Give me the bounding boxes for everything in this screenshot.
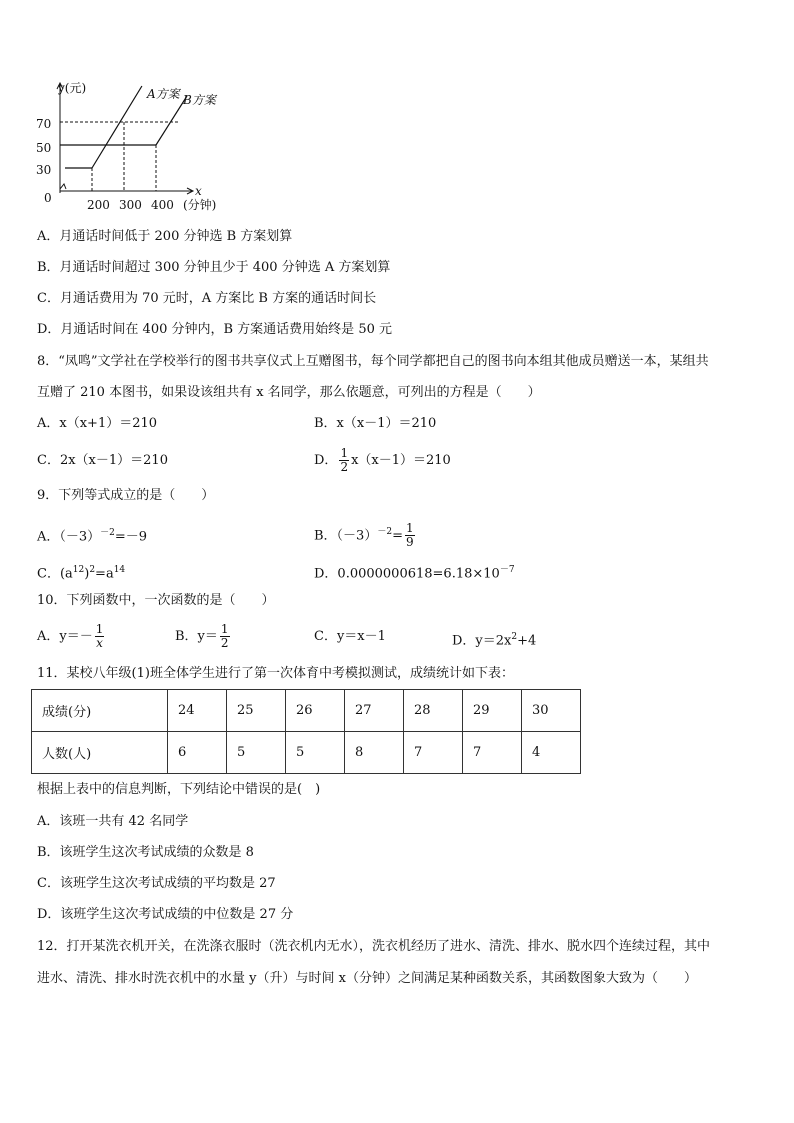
q11-score-table: [31, 689, 581, 774]
series-a-rising: [92, 86, 142, 168]
exponent: 14: [113, 565, 126, 575]
axis-break-mark: [60, 184, 66, 189]
q12-stem-line2: 进水、清洗、排水时洗衣机中的水量 y（升）与时间 x（分钟）之间满足某种函数关系，其函数图象大致为（ ）: [37, 971, 697, 986]
q9-option-d[interactable]: [314, 561, 515, 583]
q7-option-d[interactable]: D．月通话时间在 400 分钟内，B 方案通话费用始终是 50 元: [37, 322, 392, 337]
origin-label: 0: [44, 191, 52, 205]
fraction-numerator: 1: [340, 446, 349, 460]
exponent: －2: [100, 528, 115, 538]
table-cell: 24: [168, 690, 227, 732]
x-axis-unit: (分钟): [183, 198, 217, 212]
table-cell: 5: [286, 732, 345, 774]
table-cell: 6: [168, 732, 227, 774]
table-cell: 27: [345, 690, 404, 732]
chart-guide-lines: [60, 122, 180, 191]
option-text: +4: [517, 633, 537, 649]
q8-option-d-suffix: x（x－1）＝210: [351, 453, 451, 468]
x-tick-label-200: 200: [87, 198, 110, 212]
q10-stem: 10．下列函数中，一次函数的是（ ）: [37, 593, 275, 608]
table-cell: 29: [463, 690, 522, 732]
fraction-denominator: 9: [405, 535, 414, 550]
q10-option-a[interactable]: [37, 619, 106, 655]
y-axis-label: y(元): [58, 81, 87, 95]
table-cell: 7: [404, 732, 463, 774]
fraction-numerator: 1: [220, 622, 229, 636]
table-header-score: 成绩(分): [32, 690, 168, 732]
q9-option-c[interactable]: [37, 561, 125, 583]
fraction-numerator: 1: [95, 622, 104, 636]
option-text: =a: [95, 566, 114, 582]
table-cell: 26: [286, 690, 345, 732]
q11-option-d[interactable]: D．该班学生这次考试成绩的中位数是 27 分: [37, 907, 294, 922]
q8-option-c[interactable]: C．2x（x－1）＝210: [37, 453, 168, 468]
option-text: D．y＝2x: [452, 633, 512, 649]
x-tick-label-400: 400: [151, 198, 174, 212]
q8-option-d-prefix: D．: [314, 453, 338, 468]
q8-stem-line1: 8．“凤鸣”文学社在学校举行的图书共享仪式上互赠图书，每个同学都把自己的图书向本组其他成员赠送一本，某组共: [37, 354, 709, 369]
option-text: D．0.0000000618=6.18×10: [314, 566, 500, 582]
table-row: [32, 732, 581, 774]
option-text: C．(a: [37, 566, 73, 582]
table-cell: 8: [345, 732, 404, 774]
table-cell: 30: [522, 690, 581, 732]
q10-option-c[interactable]: C．y＝x－1: [314, 629, 386, 644]
option-text: B．（－3）: [314, 528, 378, 544]
q8-option-d-fraction: [339, 447, 349, 474]
option-text: =－9: [114, 529, 148, 545]
table-cell: 28: [404, 690, 463, 732]
q11-question: 根据上表中的信息判断，下列结论中错误的是( ): [37, 782, 321, 797]
option-text: A．（－3）: [37, 529, 101, 545]
q7-option-c[interactable]: C．月通话费用为 70 元时，A 方案比 B 方案的通话时间长: [37, 291, 377, 306]
q9-option-b-fraction: [405, 522, 415, 549]
fraction-denominator: 2: [220, 636, 229, 650]
x-axis-var: x: [195, 184, 202, 198]
exponent: －7: [499, 565, 515, 575]
table-cell: 25: [227, 690, 286, 732]
fraction-denominator: x: [96, 636, 103, 650]
option-text: ): [84, 566, 90, 582]
q8-option-b[interactable]: B．x（x－1）＝210: [314, 416, 437, 431]
q9-stem: 9．下列等式成立的是（ ）: [37, 488, 215, 503]
q7-function-chart: [30, 78, 230, 213]
q9-option-a[interactable]: [37, 524, 147, 546]
q11-option-c[interactable]: C．该班学生这次考试成绩的平均数是 27: [37, 876, 276, 891]
q11-stem: 11．某校八年级(1)班全体学生进行了第一次体育中考模拟测试，成绩统计如下表：: [37, 666, 514, 681]
exponent: －2: [377, 527, 393, 537]
q8-option-a[interactable]: A．x（x+1）＝210: [37, 416, 158, 431]
exponent: 2: [511, 632, 518, 642]
option-text: =: [392, 528, 403, 544]
option-text: A．y＝－: [37, 629, 93, 644]
table-row: [32, 690, 581, 732]
exponent: 2: [89, 565, 96, 575]
fraction-numerator: 1: [405, 521, 414, 536]
q8-stem-line2: 互赠了 210 本图书，如果设该组共有 x 名同学，那么依题意，可列出的方程是（ ）: [37, 385, 541, 400]
q10-option-b-fraction: [220, 623, 230, 650]
q7-option-b[interactable]: B．月通话时间超过 300 分钟且少于 400 分钟选 A 方案划算: [37, 260, 391, 275]
q10-option-a-fraction: [95, 623, 105, 650]
table-header-count: 人数(人): [32, 732, 168, 774]
q8-option-d[interactable]: [314, 443, 451, 479]
q12-stem-line1: 12．打开某洗衣机开关，在洗涤衣服时（洗衣机内无水），洗衣机经历了进水、清洗、排水、脱水四个连续过程，其中: [37, 939, 711, 954]
table-cell: 5: [227, 732, 286, 774]
x-tick-label-300: 300: [119, 198, 142, 212]
q10-option-b[interactable]: [175, 619, 232, 655]
q11-option-b[interactable]: B．该班学生这次考试成绩的众数是 8: [37, 845, 254, 860]
table-cell: 4: [522, 732, 581, 774]
table-cell: 7: [463, 732, 522, 774]
q9-option-b[interactable]: [314, 514, 417, 554]
q7-option-a[interactable]: A．月通话时间低于 200 分钟选 B 方案划算: [37, 229, 293, 244]
line-a-label: A方案: [147, 87, 180, 101]
y-tick-label-70: 70: [36, 117, 52, 131]
line-b-label: B方案: [183, 93, 216, 107]
y-tick-label-30: 30: [36, 163, 52, 177]
option-text: B．y＝: [175, 629, 218, 644]
q10-option-d[interactable]: [452, 628, 536, 650]
y-tick-label-50: 50: [36, 141, 52, 155]
q11-option-a[interactable]: A．该班一共有 42 名同学: [37, 814, 189, 829]
fraction-denominator: 2: [340, 460, 349, 474]
exponent: 12: [72, 565, 85, 575]
